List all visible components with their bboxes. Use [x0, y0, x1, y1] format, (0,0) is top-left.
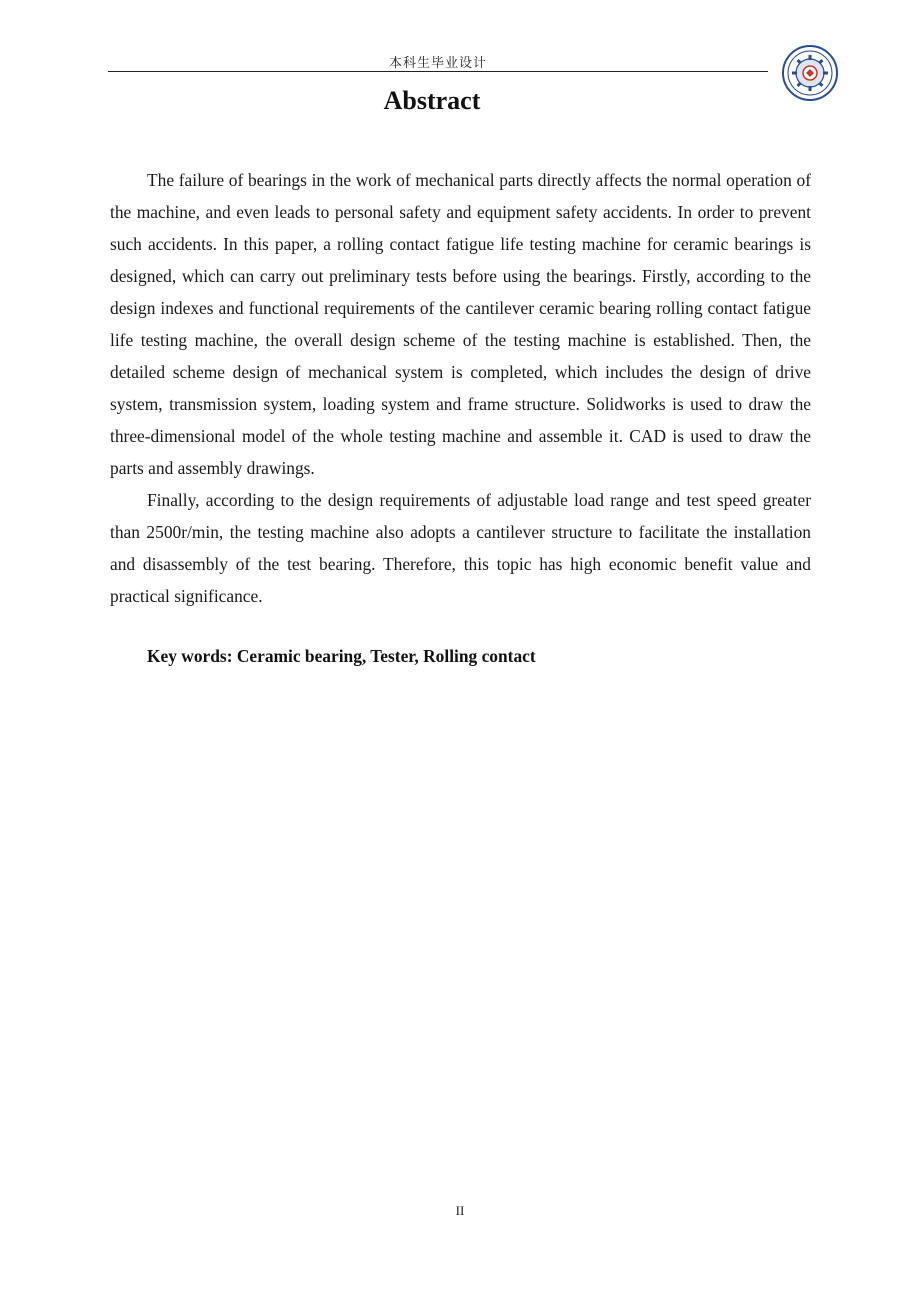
keywords-line: Key words: Ceramic bearing, Tester, Rolling contact	[147, 646, 536, 666]
abstract-title: Abstract	[383, 86, 481, 115]
running-header: 本科生毕业设计	[388, 56, 487, 71]
abstract-paragraph-1: The failure of bearings in the work of mechanical parts directly affects the normal operation of the machine, and even leads to personal safety and equipment safety accidents. In order to prevent such accidents. In this paper, a rolling contact fatigue life testing machine for ceramic bearings is designed, which can carry out preliminary tests before using the bearings. Firstly, according to the design indexes and functional requirements of the cantilever ceramic bearing rolling contact fatigue life testing machine, the overall design scheme of the testing machine is established. Then, the detailed scheme design of mechanical system is completed, which includes the design of drive system, transmission system, loading system and frame structure. Solidworks is used to draw the three-dimensional model of the whole testing machine and assemble it. CAD is used to draw the parts and assembly drawings.	[110, 170, 811, 478]
abstract-paragraph-2: Finally, according to the design requirements of adjustable load range and test speed greater than 2500r/min, the testing machine also adopts a cantilever structure to facilitate the installation and disassembly of the test bearing. Therefore, this topic has high economic benefit value and practical significance.	[110, 490, 811, 606]
page-number: II	[455, 1203, 465, 1218]
header-rule	[108, 71, 768, 72]
university-seal-icon	[782, 45, 838, 101]
abstract-body	[110, 164, 811, 612]
